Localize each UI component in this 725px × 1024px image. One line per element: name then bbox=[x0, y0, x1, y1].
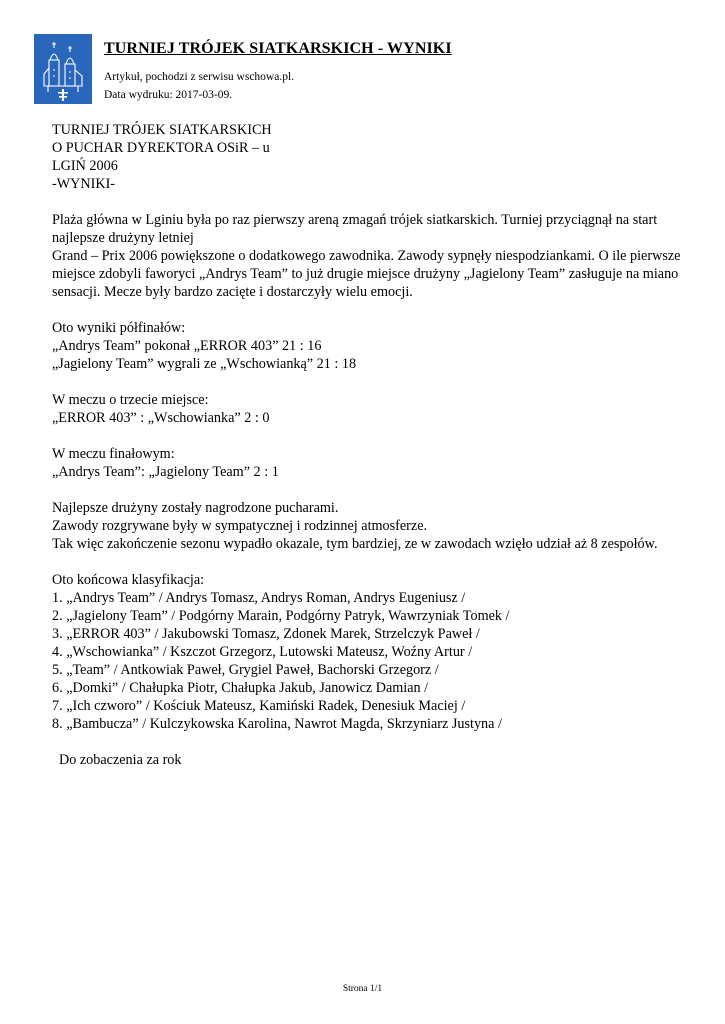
semifinals-label: Oto wyniki półfinałów: bbox=[52, 320, 186, 336]
final-label: W meczu finałowym: bbox=[52, 446, 175, 462]
site-logo bbox=[34, 34, 92, 104]
intro-paragraph bbox=[52, 211, 682, 301]
semifinals-section bbox=[52, 319, 682, 373]
classification-item: 2. „Jagielony Team” / Podgórny Marain, Podgórny Patryk, Wawrzyniak Tomek / bbox=[52, 608, 510, 624]
final-result: „Andrys Team”: „Jagielony Team” 2 : 1 bbox=[52, 464, 279, 480]
summary-text: Zawody rozgrywane były w sympatycznej i rodzinnej atmosferze. bbox=[52, 518, 428, 534]
semifinal-result: „Andrys Team” pokonał „ERROR 403” 21 : 16 bbox=[52, 338, 322, 354]
classification-section bbox=[52, 571, 682, 733]
classification-item: 3. „ERROR 403” / Jakubowski Tomasz, Zdonek Marek, Strzelczyk Paweł / bbox=[52, 626, 480, 642]
intro-text: Plaża główna w Lginiu była po raz pierwszy areną zmagań trójek siatkarskich. Turniej przyciągnął na start najlepsze drużyny letniej bbox=[52, 212, 658, 246]
heading-line: TURNIEJ TRÓJEK SIATKARSKICH bbox=[52, 122, 272, 138]
summary-text: Tak więc zakończenie sezonu wypadło okazale, tym bardziej, ze w zawodach wzięło udział aż 8 zespołów. bbox=[52, 536, 658, 552]
heading-line: O PUCHAR DYREKTORA OSiR – u bbox=[52, 140, 270, 156]
classification-item: 1. „Andrys Team” / Andrys Tomasz, Andrys Roman, Andrys Eugeniusz / bbox=[52, 590, 466, 606]
article-heading bbox=[52, 121, 682, 193]
source-note: Artykuł, pochodzi z serwisu wschowa.pl. bbox=[104, 71, 295, 83]
document-title: TURNIEJ TRÓJEK SIATKARSKICH - WYNIKI bbox=[104, 40, 452, 57]
classification-item: 7. „Ich czworo” / Kościuk Mateusz, Kamiński Radek, Denesiuk Maciej / bbox=[52, 698, 466, 714]
classification-item: 6. „Domki” / Chałupka Piotr, Chałupka Jakub, Janowicz Damian / bbox=[52, 680, 429, 696]
article-body bbox=[52, 121, 682, 769]
classification-item: 8. „Bambucza” / Kulczykowska Karolina, Nawrot Magda, Skrzyniarz Justyna / bbox=[52, 716, 502, 732]
heading-line: LGIŃ 2006 bbox=[52, 158, 118, 174]
third-place-section bbox=[52, 391, 682, 427]
semifinal-result: „Jagielony Team” wygrali ze „Wschowianką” 21 : 18 bbox=[52, 356, 357, 372]
classification-label: Oto końcowa klasyfikacja: bbox=[52, 572, 205, 588]
summary-text: Najlepsze drużyny zostały nagrodzone pucharami. bbox=[52, 500, 339, 516]
page-number: Strona 1/1 bbox=[342, 984, 383, 994]
summary-paragraph bbox=[52, 499, 682, 553]
print-date: Data wydruku: 2017-03-09. bbox=[104, 89, 233, 101]
church-towers-icon bbox=[34, 34, 92, 104]
classification-item: 4. „Wschowianka” / Kszczot Grzegorz, Lutowski Mateusz, Woźny Artur / bbox=[52, 644, 473, 660]
heading-line: -WYNIKI- bbox=[52, 176, 116, 192]
closing-text: Do zobaczenia za rok bbox=[59, 752, 182, 768]
intro-text: Grand – Prix 2006 powiększone o dodatkowego zawodnika. Zawody sypnęły niespodziankami. O ile pierwsze miejsce zdobyli faworyci „Andrys Team” to już drugie miejsce drużyny „Jagielony Team” zasługuje na miano sensacji. Mecze były bardzo zacięte i dostarczyły wielu emocji. bbox=[52, 248, 681, 300]
classification-item: 5. „Team” / Antkowiak Paweł, Grygiel Paweł, Bachorski Grzegorz / bbox=[52, 662, 439, 678]
final-section bbox=[52, 445, 682, 481]
third-place-label: W meczu o trzecie miejsce: bbox=[52, 392, 209, 408]
third-place-result: „ERROR 403” : „Wschowianka” 2 : 0 bbox=[52, 410, 270, 426]
